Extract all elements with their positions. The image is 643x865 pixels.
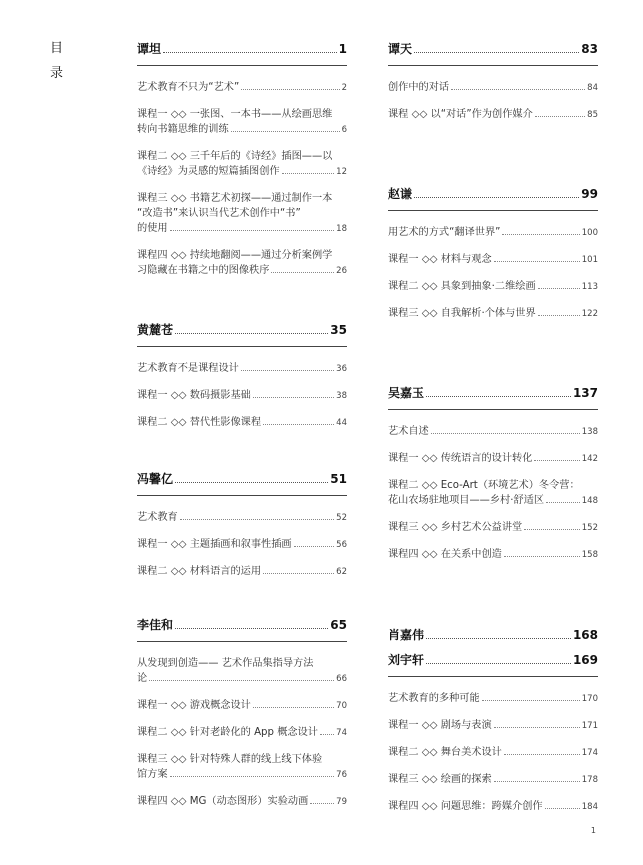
- author-section: [137, 616, 347, 821]
- entry-last-line: [388, 107, 598, 123]
- author-row[interactable]: [388, 185, 598, 211]
- toc-entry[interactable]: [137, 698, 347, 714]
- toc-entry[interactable]: [137, 752, 347, 783]
- entry-title-line: 课程四 ◇◇ 问题思维：跨媒介创作: [388, 801, 543, 812]
- dot-leader: [175, 333, 328, 334]
- dot-leader: [231, 131, 340, 132]
- entry-title-line: 创作中的对话: [388, 82, 450, 93]
- author-name: 吴嘉玉: [388, 386, 425, 400]
- author-page-number: 83: [581, 42, 598, 56]
- entry-page-number: 170: [581, 694, 598, 704]
- entry-title-line: 馆方案: [137, 769, 168, 780]
- dot-leader: [494, 781, 580, 782]
- entry-title-line: “改造书”来认识当代艺术创作中“书”: [137, 208, 301, 219]
- entry-last-line: [388, 547, 598, 563]
- toc-entry[interactable]: [388, 772, 598, 788]
- entry-title-line: 习隐藏在书籍之中的图像秩序: [137, 265, 270, 276]
- dot-leader: [282, 173, 335, 174]
- toc-entry[interactable]: [388, 547, 598, 563]
- entry-last-line: [388, 772, 598, 788]
- entry-last-line: [137, 537, 347, 553]
- dot-leader: [534, 460, 579, 461]
- toc-entry[interactable]: [137, 80, 347, 96]
- entry-last-line: [137, 698, 347, 714]
- entry-title-line: 艺术自述: [388, 426, 429, 437]
- entry-page-number: 12: [336, 167, 347, 177]
- entry-title-line: 转向书籍思维的训练: [137, 124, 229, 135]
- dot-leader: [482, 700, 580, 701]
- dot-leader: [504, 556, 580, 557]
- dot-leader: [524, 529, 580, 530]
- author-row[interactable]: [388, 626, 598, 647]
- entry-page-number: 184: [581, 802, 598, 812]
- author-row[interactable]: [137, 470, 347, 496]
- dot-leader: [320, 734, 334, 735]
- entry-last-line: [137, 415, 347, 431]
- entry-page-number: 66: [336, 674, 347, 684]
- entry-page-number: 100: [581, 228, 598, 238]
- entry-page-number: 138: [581, 427, 598, 437]
- entry-last-line: [388, 493, 598, 509]
- entry-title-line: 课程一 ◇◇ 数码摄影基础: [137, 390, 251, 401]
- author-name: 冯馨亿: [137, 472, 174, 486]
- author-row[interactable]: [137, 321, 347, 347]
- entry-title-line: 课程四 ◇◇ 持续地翻阅——通过分析案例学: [137, 250, 333, 261]
- toc-entry[interactable]: [388, 691, 598, 707]
- author-row[interactable]: [137, 616, 347, 642]
- entry-last-line: [137, 794, 347, 810]
- dot-leader: [241, 89, 339, 90]
- entry-title-line: 课程一 ◇◇ 剧场与表演: [388, 720, 492, 731]
- entry-page-number: 174: [581, 748, 598, 758]
- entry-last-line: [137, 263, 347, 279]
- dot-leader: [546, 502, 580, 503]
- toc-entry[interactable]: [137, 725, 347, 741]
- entry-page-number: 26: [336, 266, 347, 276]
- author-page-number: 137: [572, 386, 598, 400]
- entry-title-line: 的使用: [137, 223, 168, 234]
- dot-leader: [310, 803, 334, 804]
- author-name: 谭坦: [137, 42, 162, 56]
- toc-entry[interactable]: [137, 564, 347, 580]
- dot-leader: [253, 397, 334, 398]
- dot-leader: [538, 315, 580, 316]
- entry-last-line: [137, 164, 347, 180]
- entry-page-number: 79: [336, 797, 347, 807]
- entry-title-line: 课程二 ◇◇ Eco-Art（环境艺术）冬令营：: [388, 480, 580, 491]
- entry-title-line: 课程一 ◇◇ 材料与观念: [388, 254, 492, 265]
- toc-entry[interactable]: [388, 451, 598, 467]
- toc-entry[interactable]: [388, 225, 598, 241]
- dot-leader: [494, 727, 580, 728]
- author-row[interactable]: [388, 651, 598, 677]
- entry-title-line: 课程 ◇◇ 以“对话”作为创作媒介: [388, 109, 533, 120]
- entry-title-line: 课程二 ◇◇ 替代性影像课程: [137, 417, 262, 428]
- entry-title-line: 课程四 ◇◇ MG（动态图形）实验动画: [137, 796, 309, 807]
- entry-last-line: [388, 225, 598, 241]
- author-page-number: 35: [330, 323, 347, 337]
- author-section: [388, 185, 598, 333]
- entry-title-line: 课程一 ◇◇ 传统语言的设计转化: [388, 453, 533, 464]
- entry-page-number: 2: [341, 83, 347, 93]
- author-row[interactable]: [388, 384, 598, 410]
- entry-page-number: 158: [581, 550, 598, 560]
- entry-page-number: 38: [336, 391, 347, 401]
- dot-leader: [175, 482, 328, 483]
- toc-entry[interactable]: [137, 537, 347, 553]
- dot-leader: [263, 573, 334, 574]
- author-section: [388, 40, 598, 134]
- entry-last-line: [388, 691, 598, 707]
- author-page-number: 168: [572, 628, 598, 642]
- toc-entry[interactable]: [388, 306, 598, 322]
- author-name: 赵谦: [388, 187, 413, 201]
- entry-page-number: 122: [581, 309, 598, 319]
- entry-page-number: 70: [336, 701, 347, 711]
- entry-title-line: 课程四 ◇◇ 在关系中创造: [388, 549, 502, 560]
- entry-last-line: [137, 564, 347, 580]
- author-page-number: 65: [330, 618, 347, 632]
- entry-page-number: 6: [341, 125, 347, 135]
- toc-entry[interactable]: [137, 361, 347, 377]
- entry-last-line: [137, 80, 347, 96]
- entry-page-number: 85: [587, 110, 598, 120]
- entry-page-number: 18: [336, 224, 347, 234]
- entry-title-line: 课程三 ◇◇ 自我解析·个体与世界: [388, 308, 536, 319]
- entry-title-line: 艺术教育的多种可能: [388, 693, 480, 704]
- entry-last-line: [137, 361, 347, 377]
- dot-leader: [494, 261, 580, 262]
- toc-entry[interactable]: [388, 252, 598, 268]
- dot-leader: [241, 370, 334, 371]
- entry-last-line: [388, 424, 598, 440]
- toc-entry[interactable]: [137, 149, 347, 180]
- toc-label-char-2: 录: [50, 66, 64, 81]
- author-section: [388, 626, 598, 826]
- entry-title-line: 从发现到创造—— 艺术作品集指导方法: [137, 658, 314, 669]
- entry-title-line: 《诗经》为灵感的短篇插图创作: [137, 166, 280, 177]
- entry-last-line: [137, 510, 347, 526]
- entry-last-line: [388, 252, 598, 268]
- dot-leader: [414, 197, 579, 198]
- entry-last-line: [388, 451, 598, 467]
- entry-page-number: 74: [336, 728, 347, 738]
- entry-last-line: [388, 279, 598, 295]
- toc-entry[interactable]: [137, 656, 347, 687]
- author-section: [137, 321, 347, 442]
- toc-label: [50, 42, 63, 80]
- entry-page-number: 76: [336, 770, 347, 780]
- entry-last-line: [137, 221, 347, 237]
- entry-last-line: [137, 725, 347, 741]
- entry-title-line: 课程一 ◇◇ 主题插画和叙事性插画: [137, 539, 292, 550]
- entry-title-line: 艺术教育不是课程设计: [137, 363, 239, 374]
- entry-last-line: [388, 745, 598, 761]
- dot-leader: [253, 707, 334, 708]
- entry-last-line: [137, 671, 347, 687]
- entry-title-line: 艺术教育不只为“艺术”: [137, 82, 240, 93]
- entry-page-number: 148: [581, 496, 598, 506]
- dot-leader: [170, 230, 335, 231]
- entry-last-line: [137, 767, 347, 783]
- entry-title-line: 课程二 ◇◇ 针对老龄化的 App 概念设计: [137, 727, 318, 738]
- entry-page-number: 113: [581, 282, 598, 292]
- toc-entry[interactable]: [137, 388, 347, 404]
- author-section: [388, 384, 598, 574]
- entry-page-number: 84: [587, 83, 598, 93]
- dot-leader: [175, 628, 328, 629]
- toc-entry[interactable]: [388, 107, 598, 123]
- dot-leader: [535, 116, 585, 117]
- entry-page-number: 36: [336, 364, 347, 374]
- footer-page-number: 1: [590, 826, 596, 835]
- toc-entry[interactable]: [388, 279, 598, 295]
- author-name: 肖嘉伟: [388, 628, 425, 642]
- entry-title-line: 课程一 ◇◇ 游戏概念设计: [137, 700, 251, 711]
- toc-entry[interactable]: [137, 794, 347, 810]
- author-section: [137, 470, 347, 591]
- dot-leader: [294, 546, 335, 547]
- dot-leader: [180, 519, 334, 520]
- entry-last-line: [388, 718, 598, 734]
- dot-leader: [451, 89, 585, 90]
- entry-page-number: 52: [336, 513, 347, 523]
- entry-title-line: 课程一 ◇◇ 一张图、一本书——从绘画思维: [137, 109, 333, 120]
- toc-entry[interactable]: [137, 248, 347, 279]
- author-row[interactable]: [137, 40, 347, 66]
- dot-leader: [426, 638, 571, 639]
- author-page-number: 99: [581, 187, 598, 201]
- entry-title-line: 用艺术的方式“翻译世界”: [388, 227, 501, 238]
- entry-last-line: [388, 306, 598, 322]
- author-name: 黄麓苍: [137, 323, 174, 337]
- entry-title-line: 课程三 ◇◇ 针对特殊人群的线上线下体验: [137, 754, 323, 765]
- entry-title-line: 课程三 ◇◇ 绘画的探索: [388, 774, 492, 785]
- toc-entry[interactable]: [388, 80, 598, 96]
- author-page-number: 1: [338, 42, 347, 56]
- toc-entry[interactable]: [388, 478, 598, 509]
- dot-leader: [426, 663, 571, 664]
- author-name: 刘宇轩: [388, 653, 425, 667]
- toc-entry[interactable]: [388, 745, 598, 761]
- dot-leader: [271, 272, 334, 273]
- dot-leader: [545, 808, 580, 809]
- entry-title-line: 课程二 ◇◇ 三千年后的《诗经》插图——以: [137, 151, 333, 162]
- entry-last-line: [388, 799, 598, 815]
- entry-title-line: 花山农场驻地项目——乡村·舒适区: [388, 495, 545, 506]
- dot-leader: [502, 234, 579, 235]
- toc-entry[interactable]: [137, 107, 347, 138]
- entry-last-line: [137, 122, 347, 138]
- toc-entry[interactable]: [388, 424, 598, 440]
- dot-leader: [263, 424, 334, 425]
- toc-entry[interactable]: [137, 191, 347, 237]
- toc-entry[interactable]: [388, 520, 598, 536]
- entry-title-line: 艺术教育: [137, 512, 178, 523]
- author-name: 李佳和: [137, 618, 174, 632]
- dot-leader: [538, 288, 580, 289]
- toc-entry[interactable]: [137, 510, 347, 526]
- dot-leader: [414, 52, 579, 53]
- entry-title-line: 课程二 ◇◇ 具象到抽象·二维绘画: [388, 281, 536, 292]
- entry-page-number: 152: [581, 523, 598, 533]
- toc-entry[interactable]: [388, 799, 598, 815]
- entry-page-number: 62: [336, 567, 347, 577]
- entry-page-number: 142: [581, 454, 598, 464]
- dot-leader: [504, 754, 580, 755]
- dot-leader: [149, 680, 334, 681]
- toc-entry[interactable]: [137, 415, 347, 431]
- entry-title-line: 课程三 ◇◇ 乡村艺术公益讲堂: [388, 522, 523, 533]
- entry-page-number: 178: [581, 775, 598, 785]
- entry-page-number: 101: [581, 255, 598, 265]
- dot-leader: [170, 776, 335, 777]
- entry-last-line: [388, 80, 598, 96]
- entry-title-line: 课程三 ◇◇ 书籍艺术初探——通过制作一本: [137, 193, 333, 204]
- author-row[interactable]: [388, 40, 598, 66]
- entry-title-line: 课程二 ◇◇ 舞台美术设计: [388, 747, 502, 758]
- entry-title-line: 论: [137, 673, 148, 684]
- author-name: 谭天: [388, 42, 413, 56]
- author-section: [137, 40, 347, 290]
- author-page-number: 51: [330, 472, 347, 486]
- dot-leader: [431, 433, 580, 434]
- toc-entry[interactable]: [388, 718, 598, 734]
- entry-last-line: [137, 388, 347, 404]
- entry-page-number: 56: [336, 540, 347, 550]
- entry-page-number: 171: [581, 721, 598, 731]
- author-page-number: 169: [572, 653, 598, 667]
- entry-title-line: 课程二 ◇◇ 材料语言的运用: [137, 566, 262, 577]
- entry-page-number: 44: [336, 418, 347, 428]
- toc-label-char-1: 目: [50, 41, 64, 56]
- dot-leader: [426, 396, 571, 397]
- dot-leader: [163, 52, 337, 53]
- entry-last-line: [388, 520, 598, 536]
